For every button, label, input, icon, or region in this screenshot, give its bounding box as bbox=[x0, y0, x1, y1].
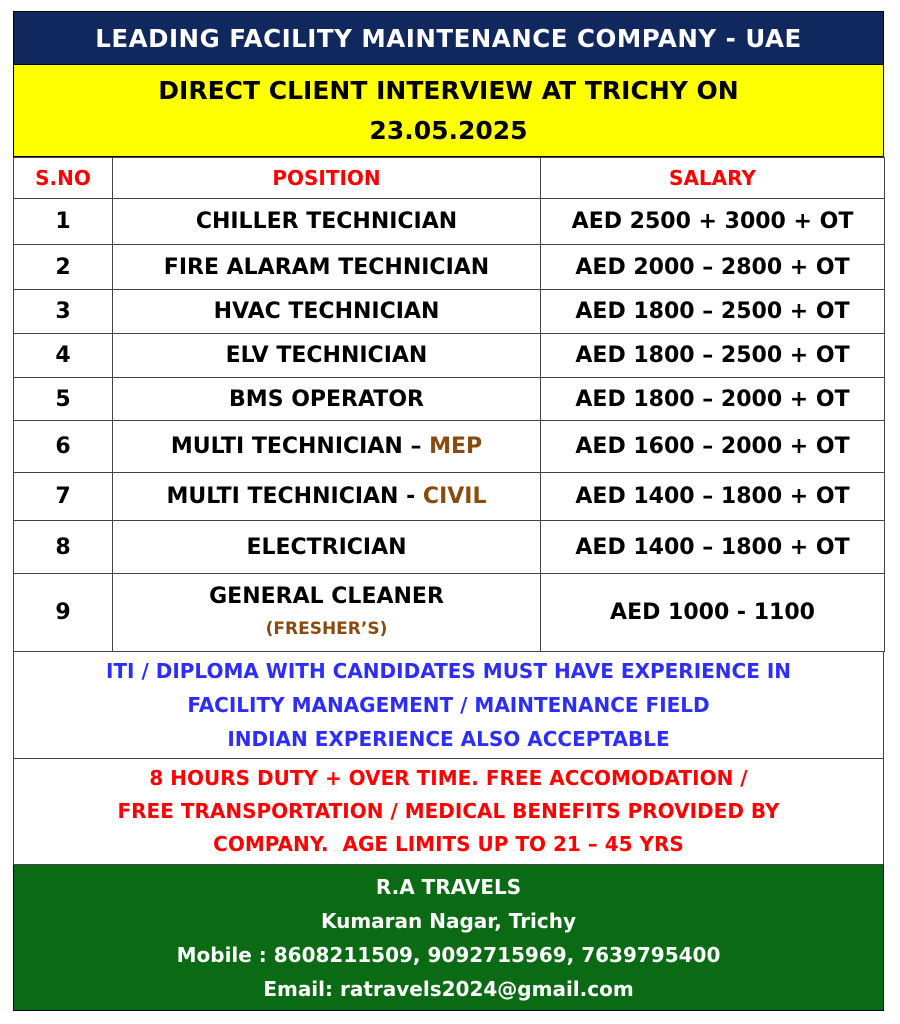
row-sno: 1 bbox=[14, 199, 113, 245]
position-text: MULTI TECHNICIAN - bbox=[166, 484, 423, 509]
requirements-line: FACILITY MANAGEMENT / MAINTENANCE FIELD bbox=[187, 693, 710, 717]
benefits-line: 8 HOURS DUTY + OVER TIME. FREE ACCOMODATION / bbox=[149, 766, 748, 790]
row-salary: AED 2000 – 2800 + OT bbox=[541, 245, 885, 290]
table-row bbox=[14, 290, 885, 334]
benefits-line: COMPANY. AGE LIMITS UP TO 21 – 45 YRS bbox=[213, 832, 684, 856]
column-header-salary: SALARY bbox=[541, 158, 885, 199]
contact-footer bbox=[13, 865, 884, 1011]
job-flyer bbox=[13, 11, 884, 1011]
row-salary: AED 1800 – 2000 + OT bbox=[541, 378, 885, 421]
row-position bbox=[113, 574, 541, 652]
interview-date: 23.05.2025 bbox=[369, 115, 528, 145]
row-position: ELECTRICIAN bbox=[113, 521, 541, 574]
benefits-line: FREE TRANSPORTATION / MEDICAL BENEFITS PROVIDED BY bbox=[117, 799, 780, 823]
table-row bbox=[14, 199, 885, 245]
positions-table bbox=[13, 157, 885, 652]
row-position: BMS OPERATOR bbox=[113, 378, 541, 421]
row-position: FIRE ALARAM TECHNICIAN bbox=[113, 245, 541, 290]
row-salary: AED 1800 – 2500 + OT bbox=[541, 290, 885, 334]
row-sno: 3 bbox=[14, 290, 113, 334]
row-salary: AED 1600 – 2000 + OT bbox=[541, 421, 885, 473]
row-sno: 8 bbox=[14, 521, 113, 574]
column-header-sno: S.NO bbox=[14, 158, 113, 199]
agency-name: R.A TRAVELS bbox=[375, 874, 522, 899]
row-position bbox=[113, 421, 541, 473]
requirements-line: INDIAN EXPERIENCE ALSO ACCEPTABLE bbox=[227, 727, 670, 751]
row-position: HVAC TECHNICIAN bbox=[113, 290, 541, 334]
row-sno: 5 bbox=[14, 378, 113, 421]
row-salary: AED 1000 - 1100 bbox=[541, 574, 885, 652]
row-salary: AED 2500 + 3000 + OT bbox=[541, 199, 885, 245]
agency-mobile: Mobile : 8608211509, 9092715969, 7639795400 bbox=[176, 942, 721, 967]
agency-email: Email: ratravels2024@gmail.com bbox=[263, 976, 634, 1001]
interview-line: DIRECT CLIENT INTERVIEW AT TRICHY ON bbox=[158, 75, 739, 105]
company-title: LEADING FACILITY MAINTENANCE COMPANY - UAE bbox=[13, 11, 884, 65]
table-row bbox=[14, 421, 885, 473]
interview-banner bbox=[13, 65, 884, 157]
row-salary: AED 1400 – 1800 + OT bbox=[541, 473, 885, 521]
column-header-position: POSITION bbox=[113, 158, 541, 199]
row-salary: AED 1800 – 2500 + OT bbox=[541, 334, 885, 378]
table-header-row bbox=[14, 158, 885, 199]
position-text: MULTI TECHNICIAN – bbox=[170, 434, 430, 459]
position-text: GENERAL CLEANER bbox=[209, 583, 444, 609]
table-row bbox=[14, 473, 885, 521]
row-sno: 2 bbox=[14, 245, 113, 290]
row-sno: 6 bbox=[14, 421, 113, 473]
agency-address: Kumaran Nagar, Trichy bbox=[320, 908, 577, 933]
benefits-section bbox=[13, 759, 884, 865]
table-row bbox=[14, 245, 885, 290]
row-sno: 9 bbox=[14, 574, 113, 652]
table-row bbox=[14, 378, 885, 421]
table-row bbox=[14, 574, 885, 652]
row-sno: 7 bbox=[14, 473, 113, 521]
requirements-line: ITI / DIPLOMA WITH CANDIDATES MUST HAVE EXPERIENCE IN bbox=[105, 659, 792, 683]
table-row bbox=[14, 334, 885, 378]
requirements-section bbox=[13, 652, 884, 759]
row-position: CHILLER TECHNICIAN bbox=[113, 199, 541, 245]
row-position bbox=[113, 473, 541, 521]
row-position: ELV TECHNICIAN bbox=[113, 334, 541, 378]
table-row bbox=[14, 521, 885, 574]
row-sno: 4 bbox=[14, 334, 113, 378]
row-salary: AED 1400 – 1800 + OT bbox=[541, 521, 885, 574]
position-accent: CIVIL bbox=[422, 484, 487, 509]
position-note: (FRESHER’S) bbox=[265, 618, 388, 639]
position-accent: MEP bbox=[429, 434, 483, 459]
